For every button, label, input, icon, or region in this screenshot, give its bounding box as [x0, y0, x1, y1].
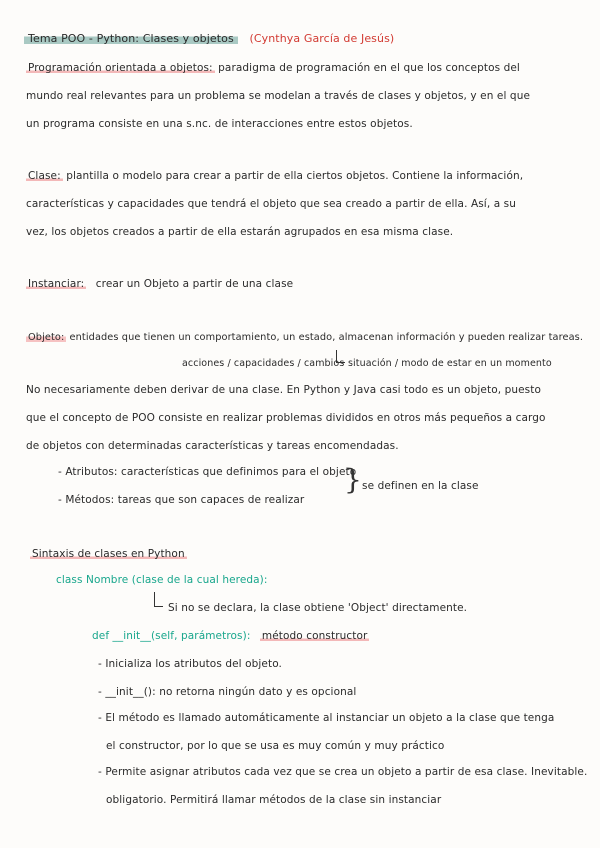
clase-text-3: vez, los objetos creados a partir de ella estarán agrupados en esa misma clase. [26, 226, 454, 238]
objeto-line-1 [26, 332, 583, 343]
sintaxis-bullet-4a: - Permite asignar atributos cada vez que se crea un objeto a partir de esa clase. Inevitable. [98, 766, 588, 778]
constructor-label: método constructor [261, 630, 368, 642]
sintaxis-bullet-3a: - El método es llamado automáticamente al instanciar un objeto a la clase que tenga [98, 712, 555, 724]
sintaxis-bullet-4b: obligatorio. Permitirá llamar métodos de la clase sin instanciar [106, 794, 442, 806]
objeto-term: Objeto: [28, 332, 65, 343]
objeto-text-2: No necesariamente deben derivar de una clase. En Python y Java casi todo es un objeto, puesto [26, 384, 541, 396]
sintaxis-bullet-2: - __init__(): no retorna ningún dato y es opcional [98, 686, 357, 698]
poo-text-3: un programa consiste en una s.nc. de interacciones entre estos objetos. [26, 118, 413, 130]
page-title: Tema POO - Python: Clases y objetos [24, 32, 238, 45]
sintaxis-title-line [30, 548, 187, 560]
objeto-note-left: acciones / capacidades / cambios [182, 358, 345, 369]
arrow-icon [336, 350, 345, 363]
poo-text-2: mundo real relevantes para un problema se modelan a través de clases y objetos, y en el que [26, 90, 531, 102]
instanciar-term: Instanciar: [28, 278, 85, 290]
objeto-brace-note: se definen en la clase [362, 480, 479, 492]
objeto-text-4: de objetos con determinadas características y tareas encomendadas. [26, 440, 399, 452]
sintaxis-def-line [92, 630, 369, 642]
author-name: (Cynthya García de Jesús) [249, 32, 395, 45]
objeto-note-right: situación / modo de estar en un momento [348, 358, 552, 369]
arrow-icon [154, 592, 163, 607]
clase-text-2: características y capacidades que tendrá el objeto que sea creado a partir de ella. Así, a su [26, 198, 516, 210]
poo-line-1 [26, 62, 520, 74]
objeto-bullet-1: - Atributos: características que definimos para el objeto [58, 466, 357, 478]
brace-icon: } [344, 463, 362, 496]
sintaxis-bullet-3b: el constructor, por lo que se usa es muy común y muy práctico [106, 740, 445, 752]
sintaxis-title: Sintaxis de clases en Python [32, 548, 185, 560]
objeto-bullet-2: - Métodos: tareas que son capaces de realizar [58, 494, 305, 506]
instanciar-text: crear un Objeto a partir de una clase [95, 278, 294, 290]
clase-text-1: plantilla o modelo para crear a partir de ella ciertos objetos. Contiene la información, [66, 170, 524, 182]
sintaxis-bullet-1: - Inicializa los atributos del objeto. [98, 658, 282, 670]
objeto-text-3: que el concepto de POO consiste en realizar problemas divididos en otros más pequeños a cargo [26, 412, 546, 424]
objeto-text-1: entidades que tienen un comportamiento, un estado, almacenan información y pueden realizar tareas. [69, 332, 584, 343]
clase-line-1 [26, 170, 523, 182]
sintaxis-class-note: Si no se declara, la clase obtiene 'Object' directamente. [168, 602, 468, 614]
poo-text-1: paradigma de programación en el que los conceptos del [218, 62, 520, 74]
clase-term: Clase: [28, 170, 61, 182]
sintaxis-def: def __init__(self, parámetros): [92, 630, 251, 642]
sintaxis-class-line: class Nombre (clase de la cual hereda): [56, 574, 268, 586]
title-line [24, 32, 394, 45]
instanciar-line [26, 278, 293, 290]
poo-term: Programación orientada a objetos: [28, 62, 213, 74]
